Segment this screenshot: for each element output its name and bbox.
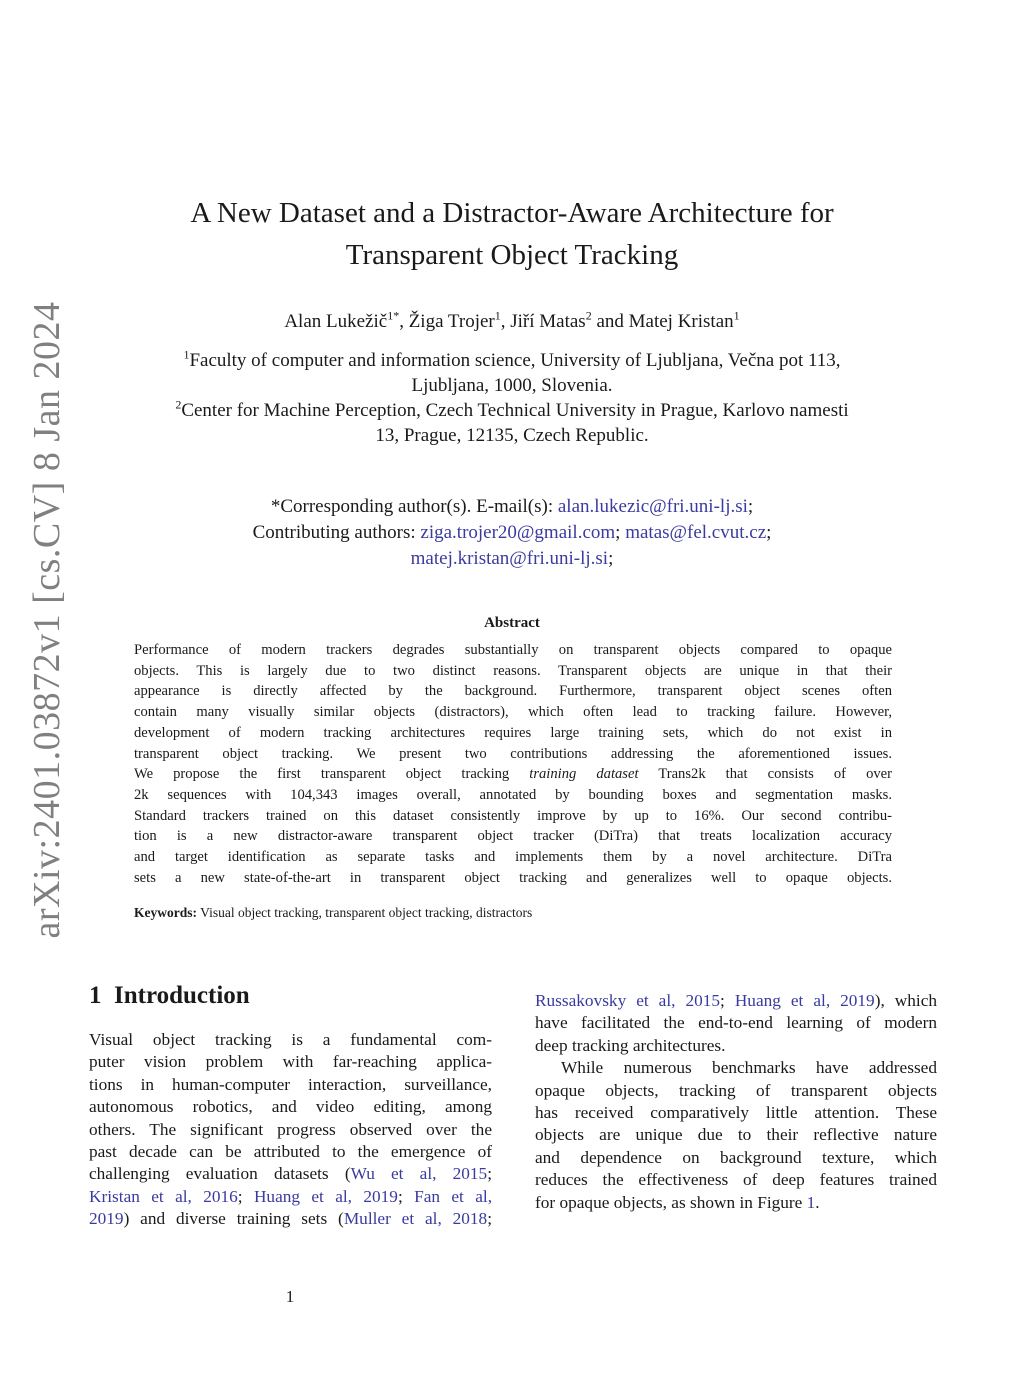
body-line: deep tracking architectures. bbox=[535, 1035, 726, 1055]
correspondence-block bbox=[112, 494, 912, 572]
separator: ; bbox=[487, 1164, 492, 1184]
body-line bbox=[89, 1186, 492, 1208]
citation-link[interactable]: Muller et al, 2018 bbox=[343, 1209, 488, 1229]
author-name: Jiří Matas bbox=[510, 311, 586, 332]
body-line: has received comparatively little attention. These bbox=[535, 1103, 937, 1123]
page-number: 1 bbox=[285, 1287, 295, 1306]
body-line: Visual object tracking is a fundamental com- bbox=[89, 1030, 492, 1049]
emphasis: training dataset bbox=[529, 766, 639, 783]
body-line bbox=[89, 1163, 492, 1185]
body-line: have facilitated the end-to-end learning of modern bbox=[535, 1013, 937, 1033]
affil-text: Center for Machine Perception, Czech Technical University in Prague, Karlovo namesti bbox=[181, 400, 849, 421]
abstract-line: contain many visually similar objects (distractors), which often lead to tracking failure. However, bbox=[134, 704, 892, 721]
abstract-line bbox=[134, 764, 892, 785]
author-affil-mark: 2 bbox=[585, 308, 592, 323]
corr-label: *Corresponding author(s). E-mail(s): bbox=[270, 496, 558, 517]
abstract-line: Performance of modern trackers degrades substantially on transparent objects compared to opaque bbox=[134, 642, 892, 658]
affiliations bbox=[112, 348, 912, 448]
body-line: While numerous benchmarks have addressed bbox=[561, 1058, 937, 1078]
arxiv-identifier-stamp: arXiv:2401.03872v1 [cs.CV] 8 Jan 2024 bbox=[26, 301, 68, 939]
separator: ; bbox=[397, 1186, 415, 1206]
abstract-line: development of modern tracking architectures requires large training sets, which do not exist in bbox=[134, 724, 892, 741]
affil-mark: 1 bbox=[183, 347, 190, 362]
text-run: Trans2k that consists of over bbox=[638, 766, 893, 783]
contributing-authors-line-2 bbox=[112, 546, 912, 572]
affiliation-1 bbox=[112, 348, 912, 373]
body-line: tions in human-computer interaction, surveillance, bbox=[89, 1074, 492, 1094]
keywords-label: Keywords: bbox=[134, 905, 197, 920]
separator: ; bbox=[766, 522, 772, 543]
text-run: ), which bbox=[874, 991, 937, 1010]
author-separator: , bbox=[500, 311, 511, 332]
abstract-line: appearance is directly affected by the background. Furthermore, transparent object scenes often bbox=[134, 683, 892, 700]
citation-link[interactable]: Russakovsky et al, 2015 bbox=[535, 991, 721, 1010]
text-run: for opaque objects, as shown in Figure bbox=[535, 1192, 807, 1212]
affiliation-2 bbox=[112, 398, 912, 423]
title-line-2: Transparent Object Tracking bbox=[345, 239, 679, 271]
author-separator: , bbox=[399, 311, 409, 332]
text-run: ) and diverse training sets ( bbox=[123, 1209, 344, 1229]
separator: ; bbox=[608, 548, 614, 569]
affil-mark: 2 bbox=[175, 397, 182, 412]
citation-link[interactable]: Huang et al, 2019 bbox=[253, 1186, 398, 1206]
right-column-text bbox=[535, 990, 937, 1214]
affil-text: Faculty of computer and information science, University of Ljubljana, Večna pot 113, bbox=[189, 350, 841, 371]
separator: ; bbox=[237, 1186, 254, 1206]
contrib-label: Contributing authors: bbox=[252, 522, 421, 543]
separator: ; bbox=[615, 522, 621, 543]
keywords-text: Visual object tracking, transparent object tracking, distractors bbox=[197, 905, 533, 920]
abstract-line: and target identification as separate tasks and implements them by a novel architecture. DiTra bbox=[134, 849, 892, 866]
figure-ref-link[interactable]: 1 bbox=[806, 1192, 816, 1212]
citation-link[interactable]: Kristan et al, 2016 bbox=[89, 1186, 238, 1206]
body-line bbox=[89, 1208, 492, 1230]
author-affil-mark: 1 bbox=[494, 308, 501, 323]
body-line: objects are unique due to their reflective nature bbox=[535, 1125, 937, 1145]
author-affil-mark: 1 bbox=[733, 308, 740, 323]
abstract-line: transparent object tracking. We present two contributions addressing the aforementioned issues. bbox=[134, 745, 892, 762]
paper-title bbox=[112, 192, 912, 276]
email-link[interactable]: matas@fel.cvut.cz bbox=[625, 522, 767, 543]
author-name: Žiga Trojer bbox=[408, 311, 495, 332]
author-separator: and bbox=[591, 311, 629, 332]
abstract-heading: Abstract bbox=[484, 615, 540, 631]
text-run: . bbox=[815, 1192, 820, 1212]
body-line: past decade can be attributed to the emergence of bbox=[89, 1142, 492, 1162]
citation-link[interactable]: Wu et al, 2015 bbox=[350, 1164, 488, 1184]
author-name: Alan Lukežič bbox=[284, 311, 388, 332]
body-line: puter vision problem with far-reaching applica- bbox=[89, 1052, 492, 1072]
email-link[interactable]: ziga.trojer20@gmail.com bbox=[420, 522, 616, 543]
separator: ; bbox=[720, 991, 725, 1010]
abstract-line: objects. This is largely due to two distinct reasons. Transparent objects are unique in that their bbox=[134, 662, 892, 679]
abstract-body bbox=[134, 640, 892, 888]
separator: ; bbox=[487, 1209, 493, 1229]
email-link[interactable]: matej.kristan@fri.uni-lj.si bbox=[410, 548, 609, 569]
text-run: challenging evaluation datasets ( bbox=[89, 1164, 351, 1184]
text-run: We propose the first transparent object tracking bbox=[134, 766, 530, 783]
keywords bbox=[134, 905, 892, 921]
abstract-line: sets a new state-of-the-art in transparent object tracking and generalizes well to opaque objects. bbox=[134, 869, 892, 886]
title-line-1: A New Dataset and a Distractor-Aware Architecture for bbox=[190, 197, 834, 229]
abstract-line: 2k sequences with 104,343 images overall, annotated by bounding boxes and segmentation masks. bbox=[134, 786, 892, 803]
body-line: others. The significant progress observed over the bbox=[89, 1119, 492, 1139]
body-line: autonomous robotics, and video editing, among bbox=[89, 1097, 492, 1117]
body-line: reduces the effectiveness of deep features trained bbox=[535, 1170, 937, 1190]
section-title: Introduction bbox=[114, 982, 250, 1009]
abstract-line: tion is a new distractor-aware transparent object tracker (DiTra) that treats localization accuracy bbox=[134, 828, 892, 845]
contributing-authors-line bbox=[112, 520, 912, 546]
body-line bbox=[535, 990, 937, 1012]
section-number: 1 bbox=[89, 982, 102, 1009]
left-column-text bbox=[89, 1029, 492, 1231]
author-name: Matej Kristan bbox=[628, 311, 734, 332]
abstract-line: Standard trackers trained on this dataset consistently improve by up to 16%. Our second contribu- bbox=[134, 807, 892, 824]
body-line: and dependence on background texture, which bbox=[535, 1147, 937, 1167]
affiliation-1-cont: Ljubljana, 1000, Slovenia. bbox=[411, 375, 613, 396]
author-list bbox=[112, 308, 912, 336]
affiliation-2-cont: 13, Prague, 12135, Czech Republic. bbox=[375, 425, 649, 446]
author-affil-mark: 1* bbox=[387, 308, 400, 323]
body-line: opaque objects, tracking of transparent objects bbox=[535, 1080, 937, 1100]
separator: ; bbox=[747, 496, 754, 517]
email-link[interactable]: alan.lukezic@fri.uni-lj.si bbox=[557, 496, 748, 517]
corresponding-author-line bbox=[112, 494, 912, 520]
body-line bbox=[535, 1192, 937, 1214]
citation-link[interactable]: Fan et al, bbox=[414, 1186, 493, 1206]
citation-link[interactable]: 2019 bbox=[89, 1209, 124, 1229]
section-heading bbox=[89, 982, 250, 1010]
citation-link[interactable]: Huang et al, 2019 bbox=[734, 991, 875, 1010]
